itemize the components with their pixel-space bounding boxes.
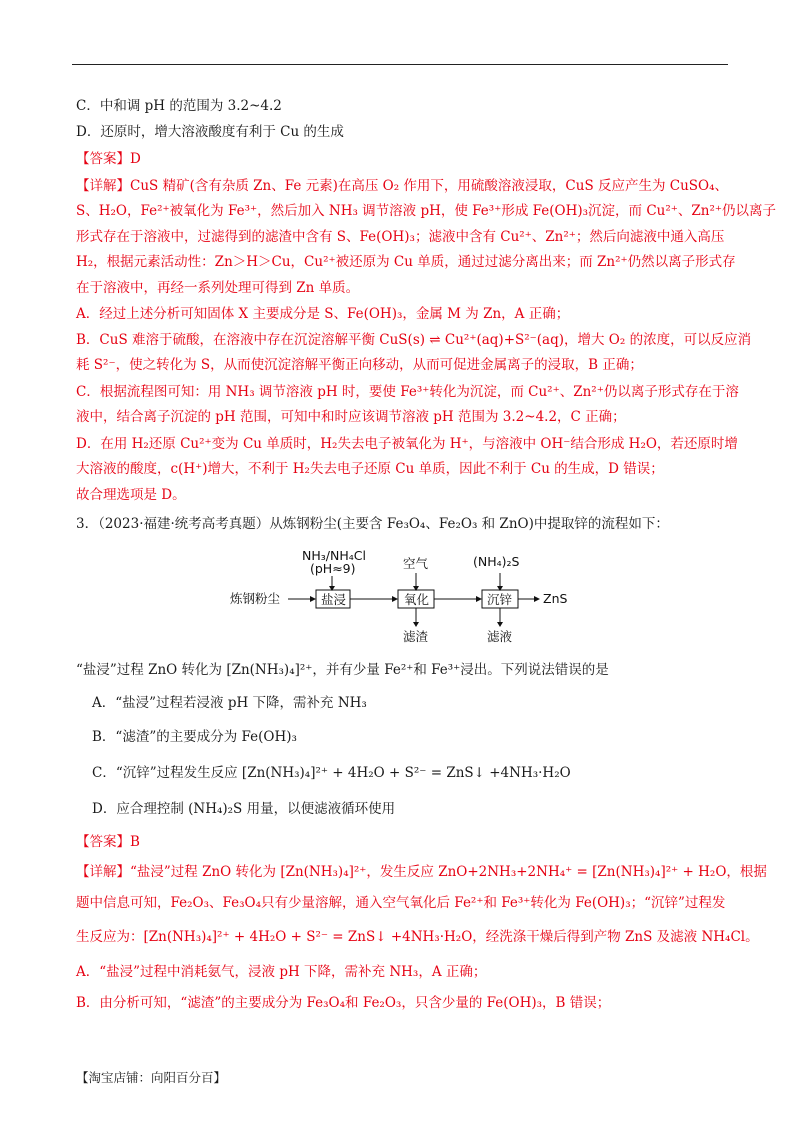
flow-product: ZnS [543,591,568,606]
question-3-body: “盐浸”过程 ZnO 转化为 [Zn(NH₃)₄]²⁺，并有少量 Fe²⁺和 Fe³⁺浸出。下列说法错误的是 [76,662,609,678]
option-d-q3: D．应合理控制 (NH₄)₂S 用量，以便滤液循环使用 [92,801,396,817]
option-c-q3: C．“沉锌”过程发生反应 [Zn(NH₃)₄]²⁺ + 4H₂O + S²⁻ = ZnS↓ +4NH₃·H₂O [92,765,571,781]
analysis-a-q3: A．“盐浸”过程中消耗氨气，浸液 pH 下降，需补充 NH₃，A 正确； [76,964,487,980]
reagent-label: (pH≈9) [310,561,356,576]
analysis-d: D．在用 H₂还原 Cu²⁺变为 Cu 单质时，H₂失去电子被氧化为 H⁺，与溶液中 OH⁻结合形成 H₂O，若还原时增 [76,436,738,452]
analysis-d: 大溶液的酸度，c(H⁺)增大，不利于 H₂失去电子还原 Cu 单质，因此不利于 Cu 的生成，D 错误； [76,461,664,477]
option-a-q3: A．“盐浸”过程若浸液 pH 下降，需补充 NH₃ [92,695,367,711]
reagent-label: NH₃/NH₄Cl [302,548,366,563]
flow-output: 滤渣 [403,629,429,644]
explanation-line: 在于溶液中，再经一系列处理可得到 Zn 单质。 [76,280,360,296]
option-b-q3: B．“滤渣”的主要成分为 Fe(OH)₃ [92,729,297,745]
explanation-line: 【详解】“盐浸”过程 ZnO 转化为 [Zn(NH₃)₄]²⁺，发生反应 ZnO+2NH₃+2NH₄⁺ = [Zn(NH₃)₄]²⁺ + H₂O，根据 [76,864,767,880]
flow-diagram [230,546,590,646]
analysis-c: C．根据流程图可知：用 NH₃ 调节溶液 pH 时，要使 Fe³⁺转化为沉淀，而 Cu²⁺、Zn²⁺仍以离子形式存在于溶 [76,384,739,400]
flow-start: 炼钢粉尘 [230,591,281,606]
analysis-a: A．经过上述分析可知固体 X 主要成分是 S、Fe(OH)₃，金属 M 为 Zn，A 正确； [76,306,570,322]
analysis-b: B．CuS 难溶于硫酸，在溶液中存在沉淀溶解平衡 CuS(s) ⇌ Cu²⁺(aq)+S²⁻(aq)，增大 O₂ 的浓度，可以反应消 [76,332,752,348]
explanation-line: H₂，根据元素活动性：Zn＞H＞Cu，Cu²⁺被还原为 Cu 单质，通过过滤分离出来；而 Zn²⁺仍然以离子形式存 [76,254,736,270]
question-3-stem: 3．（2023·福建·统考高考真题）从炼钢粉尘(主要含 Fe₃O₄、Fe₂O₃ 和 ZnO)中提取锌的流程如下： [76,516,669,532]
flow-output: 滤液 [487,629,513,644]
header-rule [72,64,728,65]
answer-label-q3: 【答案】B [76,834,140,850]
explanation-line: 【详解】CuS 精矿(含有杂质 Zn、Fe 元素)在高压 O₂ 作用下，用硫酸溶液浸取，CuS 反应产生为 CuSO₄、 [76,178,729,194]
reagent-label: 空气 [403,556,429,571]
footer-shop: 【淘宝店铺：向阳百分百】 [76,1070,227,1085]
flow-step: 盐浸 [321,592,347,607]
explanation-line: 形式存在于溶液中，过滤得到的滤渣中含有 S、Fe(OH)₃；滤液中含有 Cu²⁺、Zn²⁺；然后向滤液中通入高压 [76,229,725,245]
flow-step: 氧化 [404,592,430,607]
option-c-q2: C．中和调 pH 的范围为 3.2~4.2 [76,98,282,114]
analysis-b: 耗 S²⁻，使之转化为 S，从而使沉淀溶解平衡正向移动，从而可促进金属离子的浸取，B 正确； [76,357,643,373]
explanation-line: 生反应为：[Zn(NH₃)₄]²⁺ + 4H₂O + S²⁻ = ZnS↓ +4NH₃·H₂O，经洗涤干燥后得到产物 ZnS 及滤液 NH₄Cl。 [76,929,759,945]
option-d-q2: D．还原时，增大溶液酸度有利于 Cu 的生成 [76,124,344,140]
conclusion: 故合理选项是 D。 [76,487,186,503]
analysis-c: 液中，结合离子沉淀的 pH 范围，可知中和时应该调节溶液 pH 范围为 3.2~4.2，C 正确； [76,409,626,425]
explanation-line: S、H₂O，Fe²⁺被氧化为 Fe³⁺，然后加入 NH₃ 调节溶液 pH，使 Fe³⁺形成 Fe(OH)₃沉淀，而 Cu²⁺、Zn²⁺仍以离子 [76,203,776,219]
explanation-line: 题中信息可知，Fe₂O₃、Fe₃O₄只有少量溶解，通入空气氧化后 Fe²⁺和 Fe³⁺转化为 Fe(OH)₃；“沉锌”过程发 [76,895,726,911]
answer-label-q2: 【答案】D [76,151,141,167]
flow-step: 沉锌 [487,592,513,607]
analysis-b-q3: B．由分析可知，“滤渣”的主要成分为 Fe₃O₄和 Fe₂O₃，只含少量的 Fe(OH)₃，B 错误； [76,995,611,1011]
reagent-label: (NH₄)₂S [473,554,520,569]
